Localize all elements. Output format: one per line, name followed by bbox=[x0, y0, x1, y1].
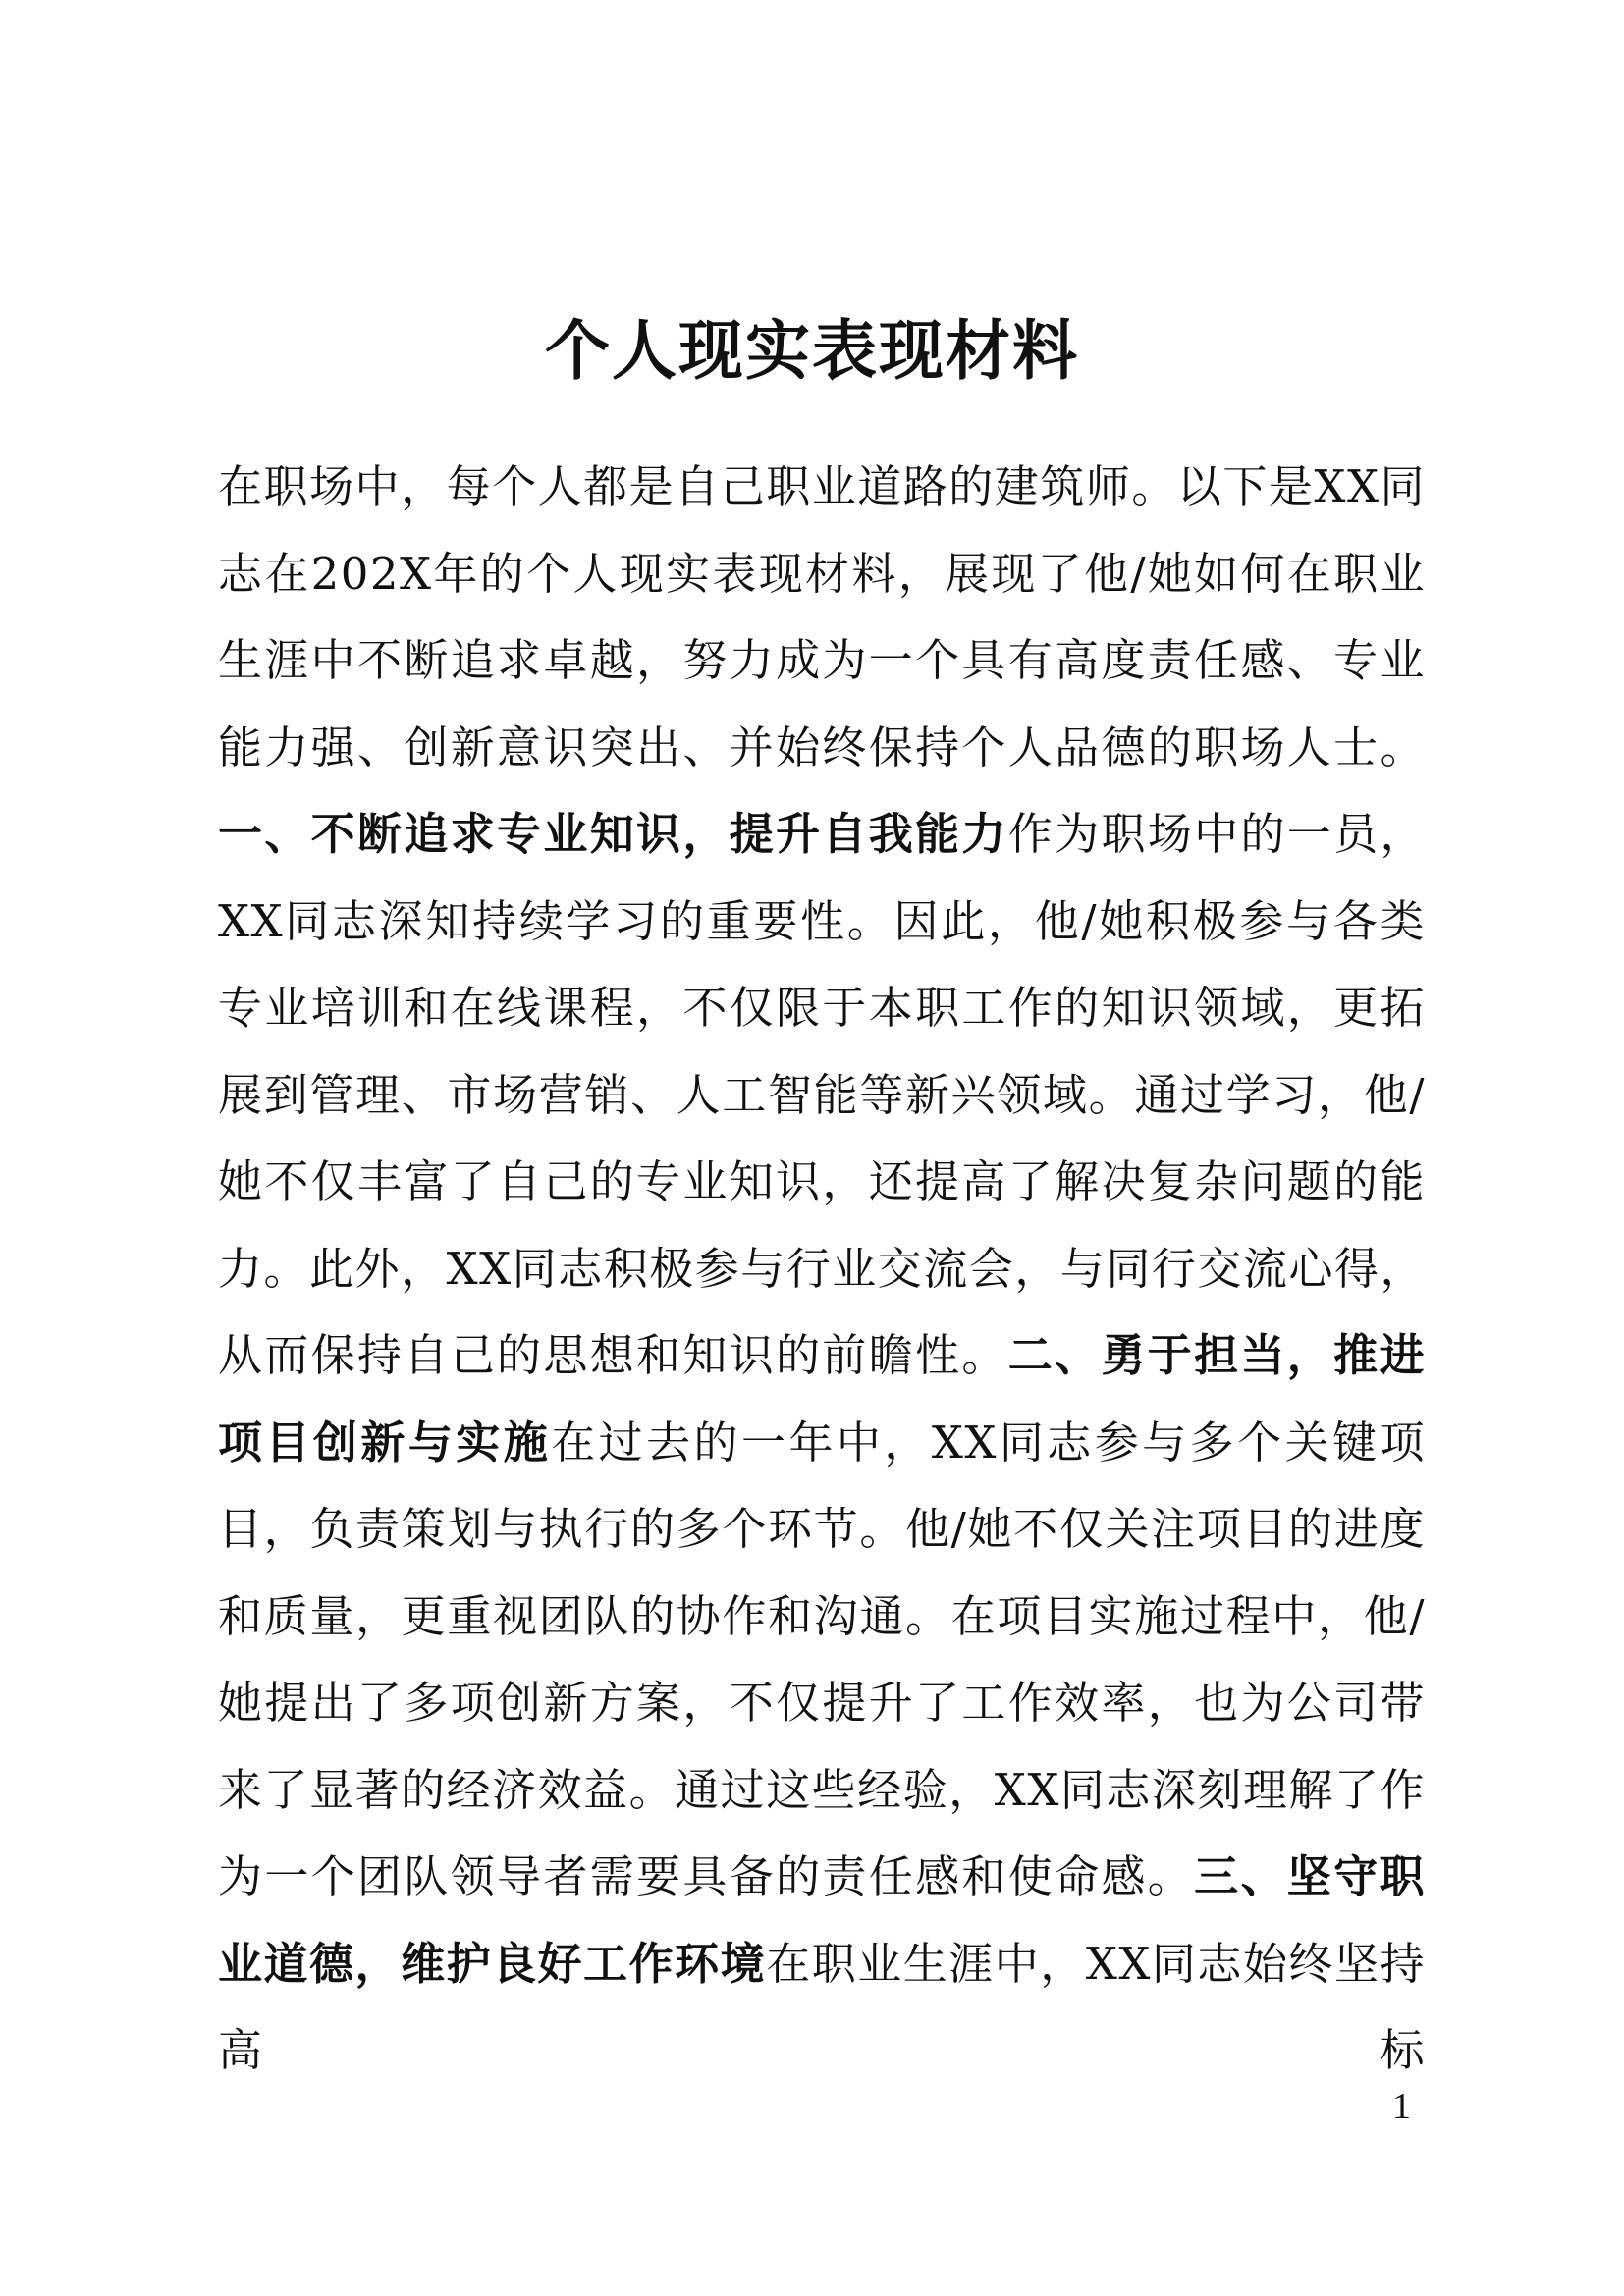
document-title: 个人现实表现材料 bbox=[545, 313, 1079, 389]
document-body bbox=[218, 444, 1426, 2095]
section-text-3: 在职业生涯中，XX同志始终坚持高标 bbox=[218, 1937, 1426, 2076]
section-text-1: 作为职场中的一员，XX同志深知持续学习的重要性。因此，他/她积极参与各类专业培训和在线课程，不仅限于本职工作的知识领域，更拓展到管理、市场营销、人工智能等新兴领域。通过学习，他/她不仅丰富了自己的专业知识，还提高了解决复杂问题的能力。此外，XX同志积极参与行业交流会，与同行交流心得，从而保持自己的思想和知识的前瞻性。 bbox=[218, 808, 1426, 1381]
section-heading-3: 三、坚守职业道德，维护良好工作环境 bbox=[218, 1850, 1426, 1990]
body-paragraph bbox=[218, 444, 1426, 2095]
section-text-2: 在过去的一年中，XX同志参与多个关键项目，负责策划与执行的多个环节。他/她不仅关注项目的进度和质量，更重视团队的协作和沟通。在项目实施过程中，他/她提出了多项创新方案，不仅提升了工作效率，也为公司带来了显著的经济效益。通过这些经验，XX同志深刻理解了作为一个团队领导者需要具备的责任感和使命感。 bbox=[218, 1415, 1426, 1902]
page-number: 1 bbox=[1392, 2086, 1411, 2127]
section-heading-1: 一、不断追求专业知识，提升自我能力 bbox=[218, 808, 1008, 860]
intro-text: 在职场中，每个人都是自己职业道路的建筑师。以下是XX同志在202X年的个人现实表现材料，展现了他/她如何在职业生涯中不断追求卓越，努力成为一个具有高度责任感、专业能力强、创新意识突出、并始终保持个人品德的职场人士。 bbox=[218, 460, 1426, 774]
section-heading-2: 二、勇于担当，推进项目创新与实施 bbox=[218, 1329, 1426, 1468]
